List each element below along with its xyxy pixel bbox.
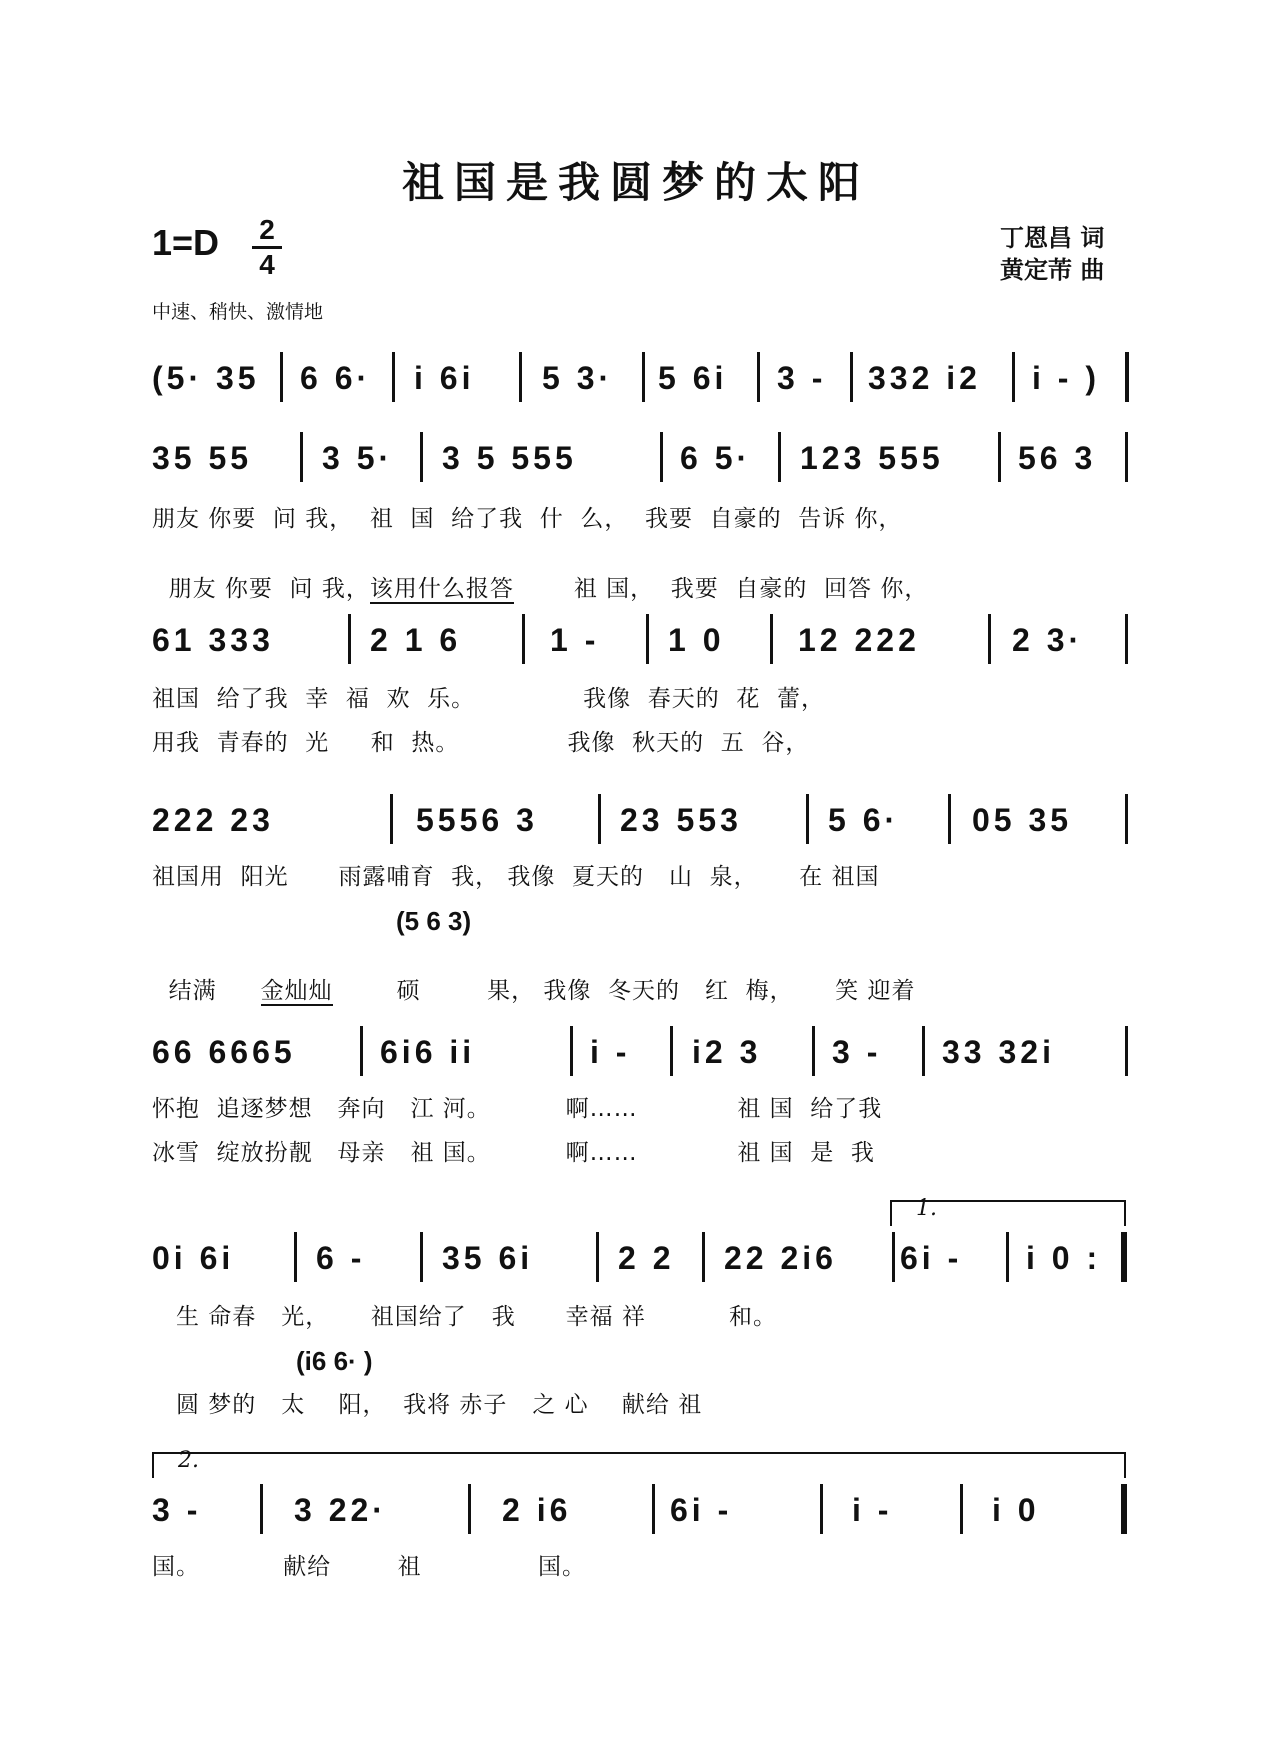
measure: 6 5· — [680, 440, 752, 476]
measure: 2 1 6 — [370, 622, 462, 658]
tempo-marking: 中速、稍快、激情地 — [152, 301, 324, 323]
measure: 6 6· — [300, 360, 372, 396]
lyric-segment-underlined: 金灿灿 — [260, 978, 333, 1004]
measure: i 0 : — [1026, 1240, 1102, 1276]
measure: 2 i6 — [502, 1492, 572, 1528]
measure: 33 32i — [942, 1034, 1055, 1070]
measure: 05 35 — [972, 802, 1073, 838]
measure: 3 - — [152, 1492, 202, 1528]
song-title: 祖国是我圆梦的太阳 — [401, 158, 870, 207]
measure: 6i6 ii — [380, 1034, 476, 1070]
lyric-line-verse2: 圆 梦的 太 阳， 我将 赤子 之 心 献给 祖 — [176, 1392, 703, 1418]
lyric-line-verse2: 冰雪 绽放扮靓 母亲 祖 国。 啊…… 祖 国 是 我 — [152, 1140, 875, 1166]
score-row-3 — [152, 614, 1132, 666]
alternate-notes: (i6 6· ) — [296, 1346, 373, 1376]
score-row-7 — [152, 1484, 1132, 1536]
lyric-line-ending: 国。 献给 祖 国。 — [152, 1554, 586, 1580]
measure: 3 - — [832, 1034, 882, 1070]
lyricist-credit: 丁恩昌 词 — [1000, 224, 1105, 252]
second-ending-bracket: 2. — [152, 1452, 1126, 1478]
measure: 23 553 — [620, 802, 742, 838]
measure: (5· 35 — [152, 360, 260, 396]
measure: 3 22· — [294, 1492, 387, 1528]
measure: i - — [590, 1034, 631, 1070]
score-row-5 — [152, 1026, 1132, 1078]
measure: 61 333 — [152, 622, 274, 658]
measure: i - ) — [1032, 360, 1100, 396]
measure: 35 55 — [152, 440, 253, 476]
lyric-line-verse1: 朋友 你要 问 我， 祖 国 给了我 什 么， 我要 自豪的 告诉 你， — [152, 506, 903, 532]
lyric-line-verse2 — [152, 544, 928, 603]
key-signature: 1=D — [152, 222, 220, 263]
measure: 0i 6i — [152, 1240, 235, 1276]
measure: 5 6· — [828, 802, 900, 838]
lyric-line-verse2: 用我 青春的 光 和 热。 我像 秋天的 五 谷， — [152, 730, 810, 756]
measure: 6i - — [900, 1240, 963, 1276]
score-row-6 — [152, 1232, 1132, 1284]
measure: 123 555 — [800, 440, 944, 476]
measure: 2 3· — [1012, 622, 1084, 658]
lyric-segment: 朋友 你要 问 我， — [168, 576, 370, 602]
composer-credit: 黄定芾 曲 — [1000, 256, 1105, 284]
measure: 5 6i — [658, 360, 728, 396]
measure: 3 - — [777, 360, 827, 396]
measure: 332 i2 — [868, 360, 981, 396]
measure: 66 6665 — [152, 1034, 296, 1070]
lyric-line-verse1: 怀抱 追逐梦想 奔向 江 河。 啊…… 祖 国 给了我 — [152, 1096, 883, 1122]
lyric-segment: 硕 果， 我像 冬天的 红 梅， 笑 迎着 — [396, 978, 916, 1004]
score-row-4 — [152, 794, 1132, 846]
score-row-1 — [152, 352, 1132, 404]
measure: 12 222 — [798, 622, 920, 658]
measure: 3 5· — [322, 440, 394, 476]
lyric-line-verse1: 祖国 给了我 幸 福 欢 乐。 我像 春天的 花 蕾， — [152, 686, 826, 712]
measure: i - — [852, 1492, 893, 1528]
score-row-2 — [152, 432, 1132, 484]
measure: 6 - — [316, 1240, 366, 1276]
lyric-line-verse1: 生 命春 光， 祖国给了 我 幸福 祥 和。 — [176, 1304, 778, 1330]
measure: 6i - — [670, 1492, 733, 1528]
measure: 22 2i6 — [724, 1240, 837, 1276]
measure: 5 3· — [542, 360, 614, 396]
measure: 56 3 — [1018, 440, 1097, 476]
time-signature-top: 2 — [259, 214, 275, 245]
measure: 222 23 — [152, 802, 274, 838]
measure: 35 6i — [442, 1240, 534, 1276]
measure: 2 2 — [618, 1240, 675, 1276]
first-ending-bracket: 1. — [890, 1200, 1126, 1226]
lyric-segment: 结满 — [168, 978, 217, 1004]
measure: 5556 3 — [416, 802, 538, 838]
measure: i2 3 — [692, 1034, 762, 1070]
lyric-line-verse2 — [152, 946, 915, 1005]
lyric-line-verse1: 祖国用 阳光 雨露哺育 我， 我像 夏天的 山 泉， 在 祖国 — [152, 864, 880, 890]
measure: 1 - — [550, 622, 600, 658]
measure: i 6i — [414, 360, 475, 396]
measure: 3 5 555 — [442, 440, 577, 476]
measure: i 0 — [992, 1492, 1040, 1528]
time-signature — [252, 216, 282, 279]
measure: 1 0 — [668, 622, 725, 658]
lyric-segment-underlined: 该用什么报答 — [369, 576, 514, 602]
time-signature-bottom: 4 — [259, 249, 275, 280]
alternate-notes: (5 6 3) — [396, 906, 472, 936]
lyric-segment: 祖 国， 我要 自豪的 回答 你， — [573, 576, 929, 602]
